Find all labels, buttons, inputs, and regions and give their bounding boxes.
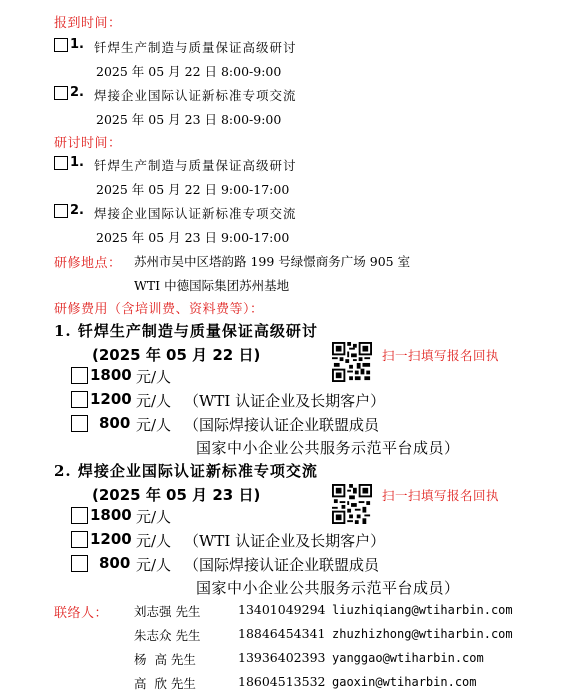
fees-title: 研修费用（含培训费、资料费等）： bbox=[54, 302, 264, 317]
fee-note: （国际焊接认证企业联盟成员 bbox=[184, 556, 380, 574]
fee-price: 800 bbox=[99, 414, 131, 432]
fee-price: 1200 bbox=[90, 530, 132, 548]
fee-note-continued: 国家中小企业公共服务示范平台成员） bbox=[196, 439, 460, 457]
contact-name: 朱志众 先生 bbox=[134, 628, 201, 643]
fee-price: 800 bbox=[99, 554, 131, 572]
location-base: WTI 中德国际集团苏州基地 bbox=[134, 278, 290, 293]
contact-name: 高 欣 先生 bbox=[134, 676, 196, 691]
fee-note-continued: 国家中小企业公共服务示范平台成员） bbox=[196, 579, 460, 597]
qr-caption: 扫一扫填写报名回执 bbox=[382, 488, 500, 503]
contact-name: 刘志强 先生 bbox=[134, 604, 201, 619]
contact-phone[interactable]: 13936402393 bbox=[238, 650, 326, 665]
contact-name: 杨 高 先生 bbox=[134, 652, 196, 667]
fee-price: 1200 bbox=[90, 390, 132, 408]
qr-caption: 扫一扫填写报名回执 bbox=[382, 348, 500, 363]
contact-email[interactable]: zhuzhizhong@wtiharbin.com bbox=[332, 627, 513, 641]
qr-code-icon[interactable] bbox=[332, 484, 372, 524]
contact-phone[interactable]: 18604513532 bbox=[238, 674, 326, 689]
item-number: 1. bbox=[70, 37, 84, 52]
checkbox-icon[interactable] bbox=[71, 531, 88, 548]
checkbox-icon[interactable] bbox=[54, 156, 68, 170]
qr-code-icon[interactable] bbox=[332, 342, 372, 382]
course-label: 钎焊生产制造与质量保证高级研讨 bbox=[94, 158, 297, 173]
fee-course-title: 2. 焊接企业国际认证新标准专项交流 bbox=[54, 462, 318, 480]
fee-unit: 元/人 bbox=[136, 392, 172, 410]
contacts-label: 联络人： bbox=[54, 606, 109, 621]
checkbox-icon[interactable] bbox=[54, 204, 68, 218]
course-label: 焊接企业国际认证新标准专项交流 bbox=[94, 88, 297, 103]
fee-price: 1800 bbox=[90, 506, 132, 524]
course-label: 钎焊生产制造与质量保证高级研讨 bbox=[94, 40, 297, 55]
fee-price: 1800 bbox=[90, 366, 132, 384]
checkbox-icon[interactable] bbox=[71, 415, 88, 432]
time-text: 2025 年 05 月 22 日 9:00-17:00 bbox=[96, 182, 290, 197]
fee-course-date: (2025 年 05 月 23 日) bbox=[92, 486, 261, 504]
item-number: 2. bbox=[70, 203, 84, 218]
time-text: 2025 年 05 月 22 日 8:00-9:00 bbox=[96, 64, 282, 79]
checkbox-icon[interactable] bbox=[71, 391, 88, 408]
checkbox-icon[interactable] bbox=[71, 367, 88, 384]
seminar-title: 研讨时间： bbox=[54, 136, 122, 151]
contact-phone[interactable]: 13401049294 bbox=[238, 602, 326, 617]
contact-phone[interactable]: 18846454341 bbox=[238, 626, 326, 641]
fee-note: （WTI 认证企业及长期客户） bbox=[184, 392, 386, 410]
fee-unit: 元/人 bbox=[136, 416, 172, 434]
contact-email[interactable]: liuzhiqiang@wtiharbin.com bbox=[332, 603, 513, 617]
fee-course-date: (2025 年 05 月 22 日) bbox=[92, 346, 261, 364]
checkbox-icon[interactable] bbox=[54, 86, 68, 100]
fee-unit: 元/人 bbox=[136, 368, 172, 386]
fee-unit: 元/人 bbox=[136, 508, 172, 526]
fee-unit: 元/人 bbox=[136, 532, 172, 550]
time-text: 2025 年 05 月 23 日 8:00-9:00 bbox=[96, 112, 282, 127]
location-label: 研修地点： bbox=[54, 256, 122, 271]
checkbox-icon[interactable] bbox=[71, 507, 88, 524]
checkbox-icon[interactable] bbox=[54, 38, 68, 52]
time-text: 2025 年 05 月 23 日 9:00-17:00 bbox=[96, 230, 290, 245]
fee-note: （国际焊接认证企业联盟成员 bbox=[184, 416, 380, 434]
course-label: 焊接企业国际认证新标准专项交流 bbox=[94, 206, 297, 221]
contact-email[interactable]: gaoxin@wtiharbin.com bbox=[332, 675, 477, 689]
fee-course-title: 1. 钎焊生产制造与质量保证高级研讨 bbox=[54, 322, 318, 340]
item-number: 1. bbox=[70, 155, 84, 170]
checkbox-icon[interactable] bbox=[71, 555, 88, 572]
contact-email[interactable]: yanggao@wtiharbin.com bbox=[332, 651, 484, 665]
registration-title: 报到时间： bbox=[54, 16, 122, 31]
location-address: 苏州市吴中区塔韵路 199 号绿憬商务广场 905 室 bbox=[134, 254, 411, 269]
fee-note: （WTI 认证企业及长期客户） bbox=[184, 532, 386, 550]
item-number: 2. bbox=[70, 85, 84, 100]
fee-unit: 元/人 bbox=[136, 556, 172, 574]
